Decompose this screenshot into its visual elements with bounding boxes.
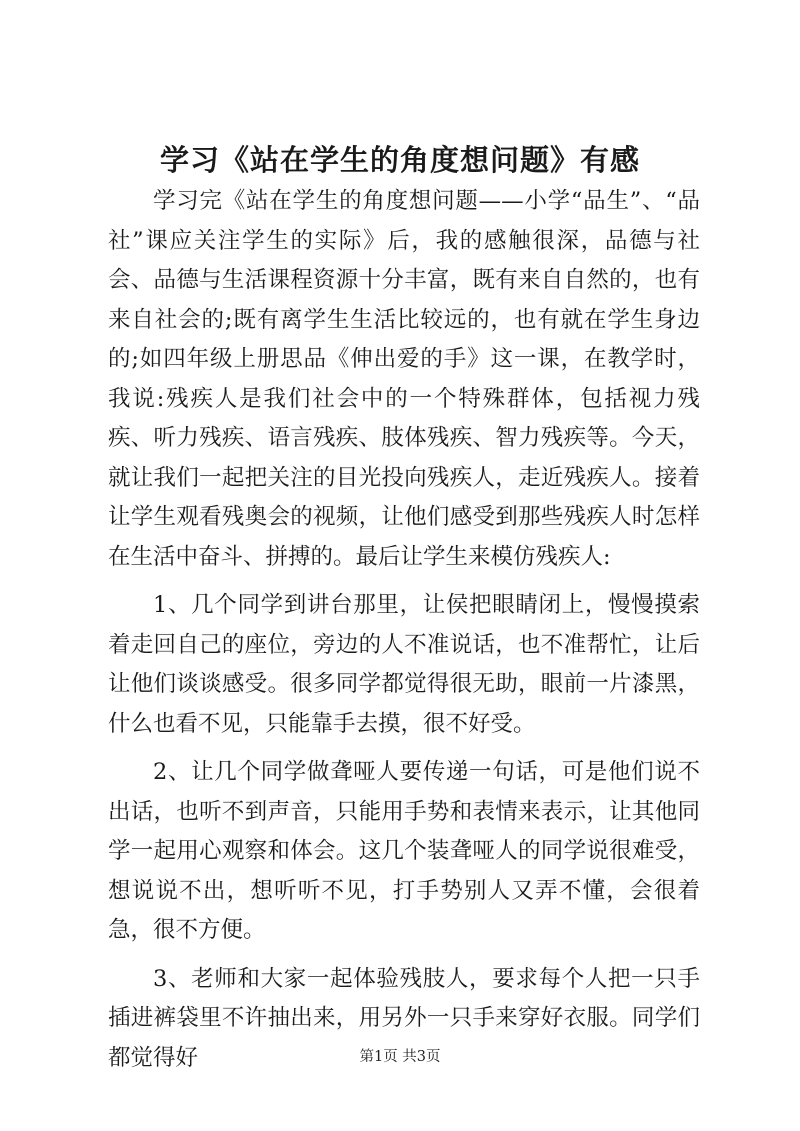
paragraph-item-1: 1、几个同学到讲台那里，让侯把眼睛闭上，慢慢摸索着走回自己的座位，旁边的人不准说话，也不准帮忙，让后让他们谈谈感受。很多同学都觉得很无助，眼前一片漆黑，什么也看不见，只能靠手去摸，很不好受。 (108, 592, 700, 737)
page-number-footer: 第1页 共3页 (359, 1049, 441, 1065)
paragraph-item-2: 2、让几个同学做聋哑人要传递一句话，可是他们说不出话，也听不到声音，只能用手势和表情来表示，让其他同学一起用心观察和体会。这几个装聋哑人的同学说很难受，想说说不出，想听听不见，打手势别人又弄不懂，会很着急，很不方便。 (108, 759, 700, 943)
document-title: 学习《站在学生的角度想问题》有感 (159, 143, 640, 177)
paragraph-intro: 学习完《站在学生的角度想问题——小学“品生”、“品社”课应关注学生的实际》后，我的感触很深，品德与社会、品德与生活课程资源十分丰富，既有来自自然的，也有来自社会的;既有离学生生活比较远的，也有就在学生身边的;如四年级上册思品《伸出爱的手》这一课，在教学时，我说:残疾人是我们社会中的一个特殊群体，包括视力残疾、听力残疾、语言残疾、肢体残疾、智力残疾等。今天，就让我们一起把关注的目光投向残疾人，走近残疾人。接着让学生观看残奥会的视频，让他们感受到那些残疾人时怎样在生活中奋斗、拼搏的。最后让学生来模仿残疾人: (108, 188, 700, 570)
document-body (108, 182, 700, 1078)
paragraph-item-3: 3、老师和大家一起体验残肢人，要求每个人把一只手插进裤袋里不许抽出来，用另外一只手来穿好衣服。同学们都觉得好 (108, 965, 700, 1071)
